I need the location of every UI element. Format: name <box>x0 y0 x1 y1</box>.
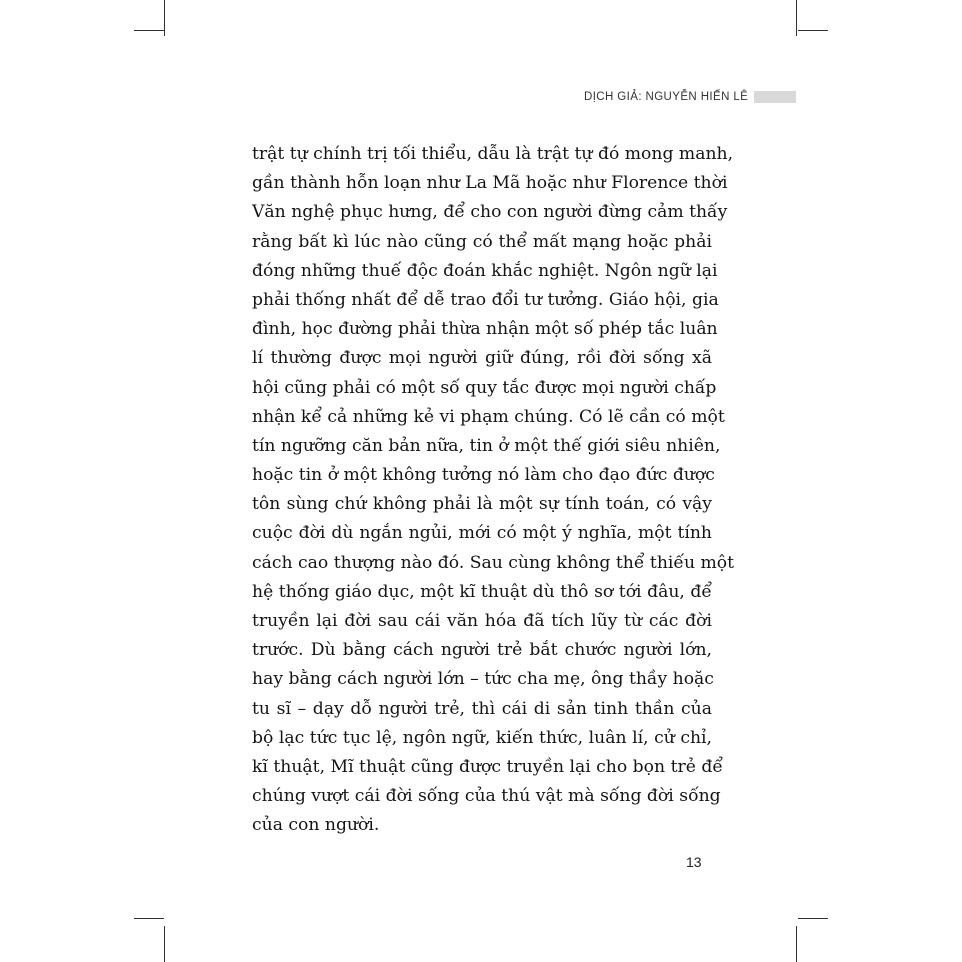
crop-mark-bottom-right-horizontal <box>798 918 828 919</box>
text-line: hoặc tin ở một không tưởng nó làm cho đạo đức được <box>252 465 715 486</box>
text-line: tu sĩ – dạy dỗ người trẻ, thì cái di sản tinh thần của <box>252 698 712 719</box>
crop-mark-bottom-left-vertical <box>164 926 165 962</box>
crop-mark-top-left-vertical <box>164 0 165 36</box>
text-line: Văn nghệ phục hưng, để cho con người đừng cảm thấy <box>252 202 728 223</box>
text-line: bộ lạc tức tục lệ, ngôn ngữ, kiến thức, luân lí, cử chỉ, <box>252 727 712 748</box>
text-line: chúng vượt cái đời sống của thú vật mà sống đời sống <box>252 786 721 807</box>
text-line: phải thống nhất để dễ trao đổi tư tưởng. Giáo hội, gia <box>252 289 719 310</box>
text-line: truyền lại đời sau cái văn hóa đã tích lũy từ các đời <box>252 611 712 631</box>
crop-mark-top-right-vertical <box>796 0 797 36</box>
text-line: hay bằng cách người lớn – tức cha mẹ, ông thầy hoặc <box>252 669 714 690</box>
running-header <box>560 88 796 106</box>
text-line: cuộc đời dù ngắn ngủi, mới có một ý nghĩa, một tính <box>252 523 712 544</box>
text-line: lí thường được mọi người giữ đúng, rồi đời sống xã <box>252 348 712 369</box>
text-line: cách cao thượng nào đó. Sau cùng không thể thiếu một <box>252 552 735 573</box>
text-line: tín ngưỡng căn bản nữa, tin ở một thế giới siêu nhiên, <box>252 435 721 456</box>
crop-mark-bottom-left-horizontal <box>134 918 164 919</box>
text-line: hội cũng phải có một số quy tắc được mọi người chấp <box>252 377 717 398</box>
crop-mark-top-right-horizontal <box>798 30 828 31</box>
text-line: đóng những thuế độc đoán khắc nghiệt. Ngôn ngữ lại <box>252 260 718 281</box>
text-line: trật tự chính trị tối thiểu, dẫu là trật tự đó mong manh, <box>252 144 734 164</box>
crop-mark-bottom-right-vertical <box>796 926 797 962</box>
text-line: nhận kể cả những kẻ vi phạm chúng. Có lẽ cần có một <box>252 406 725 427</box>
page-number: 13 <box>686 854 702 870</box>
text-line: rằng bất kì lúc nào cũng có thể mất mạng hoặc phải <box>252 231 712 252</box>
crop-mark-top-left-horizontal <box>134 30 164 31</box>
running-header-bar <box>754 91 796 103</box>
text-line: đình, học đường phải thừa nhận một số phép tắc luân <box>252 319 718 340</box>
text-line: tôn sùng chứ không phải là một sự tính toán, có vậy <box>252 494 712 515</box>
text-line: kĩ thuật, Mĩ thuật cũng được truyền lại cho bọn trẻ để <box>252 756 723 777</box>
text-line: của con người. <box>252 815 380 836</box>
text-line: trước. Dù bằng cách người trẻ bắt chước người lớn, <box>252 640 712 661</box>
running-header-title: DỊCH GIẢ: NGUYỄN HIẾN LÊ <box>584 91 749 103</box>
body-paragraph <box>252 140 735 841</box>
text-line: hệ thống giáo dục, một kĩ thuật dù thô sơ tới đâu, để <box>252 581 712 602</box>
text-line: gần thành hỗn loạn như La Mã hoặc như Florence thời <box>252 173 728 194</box>
